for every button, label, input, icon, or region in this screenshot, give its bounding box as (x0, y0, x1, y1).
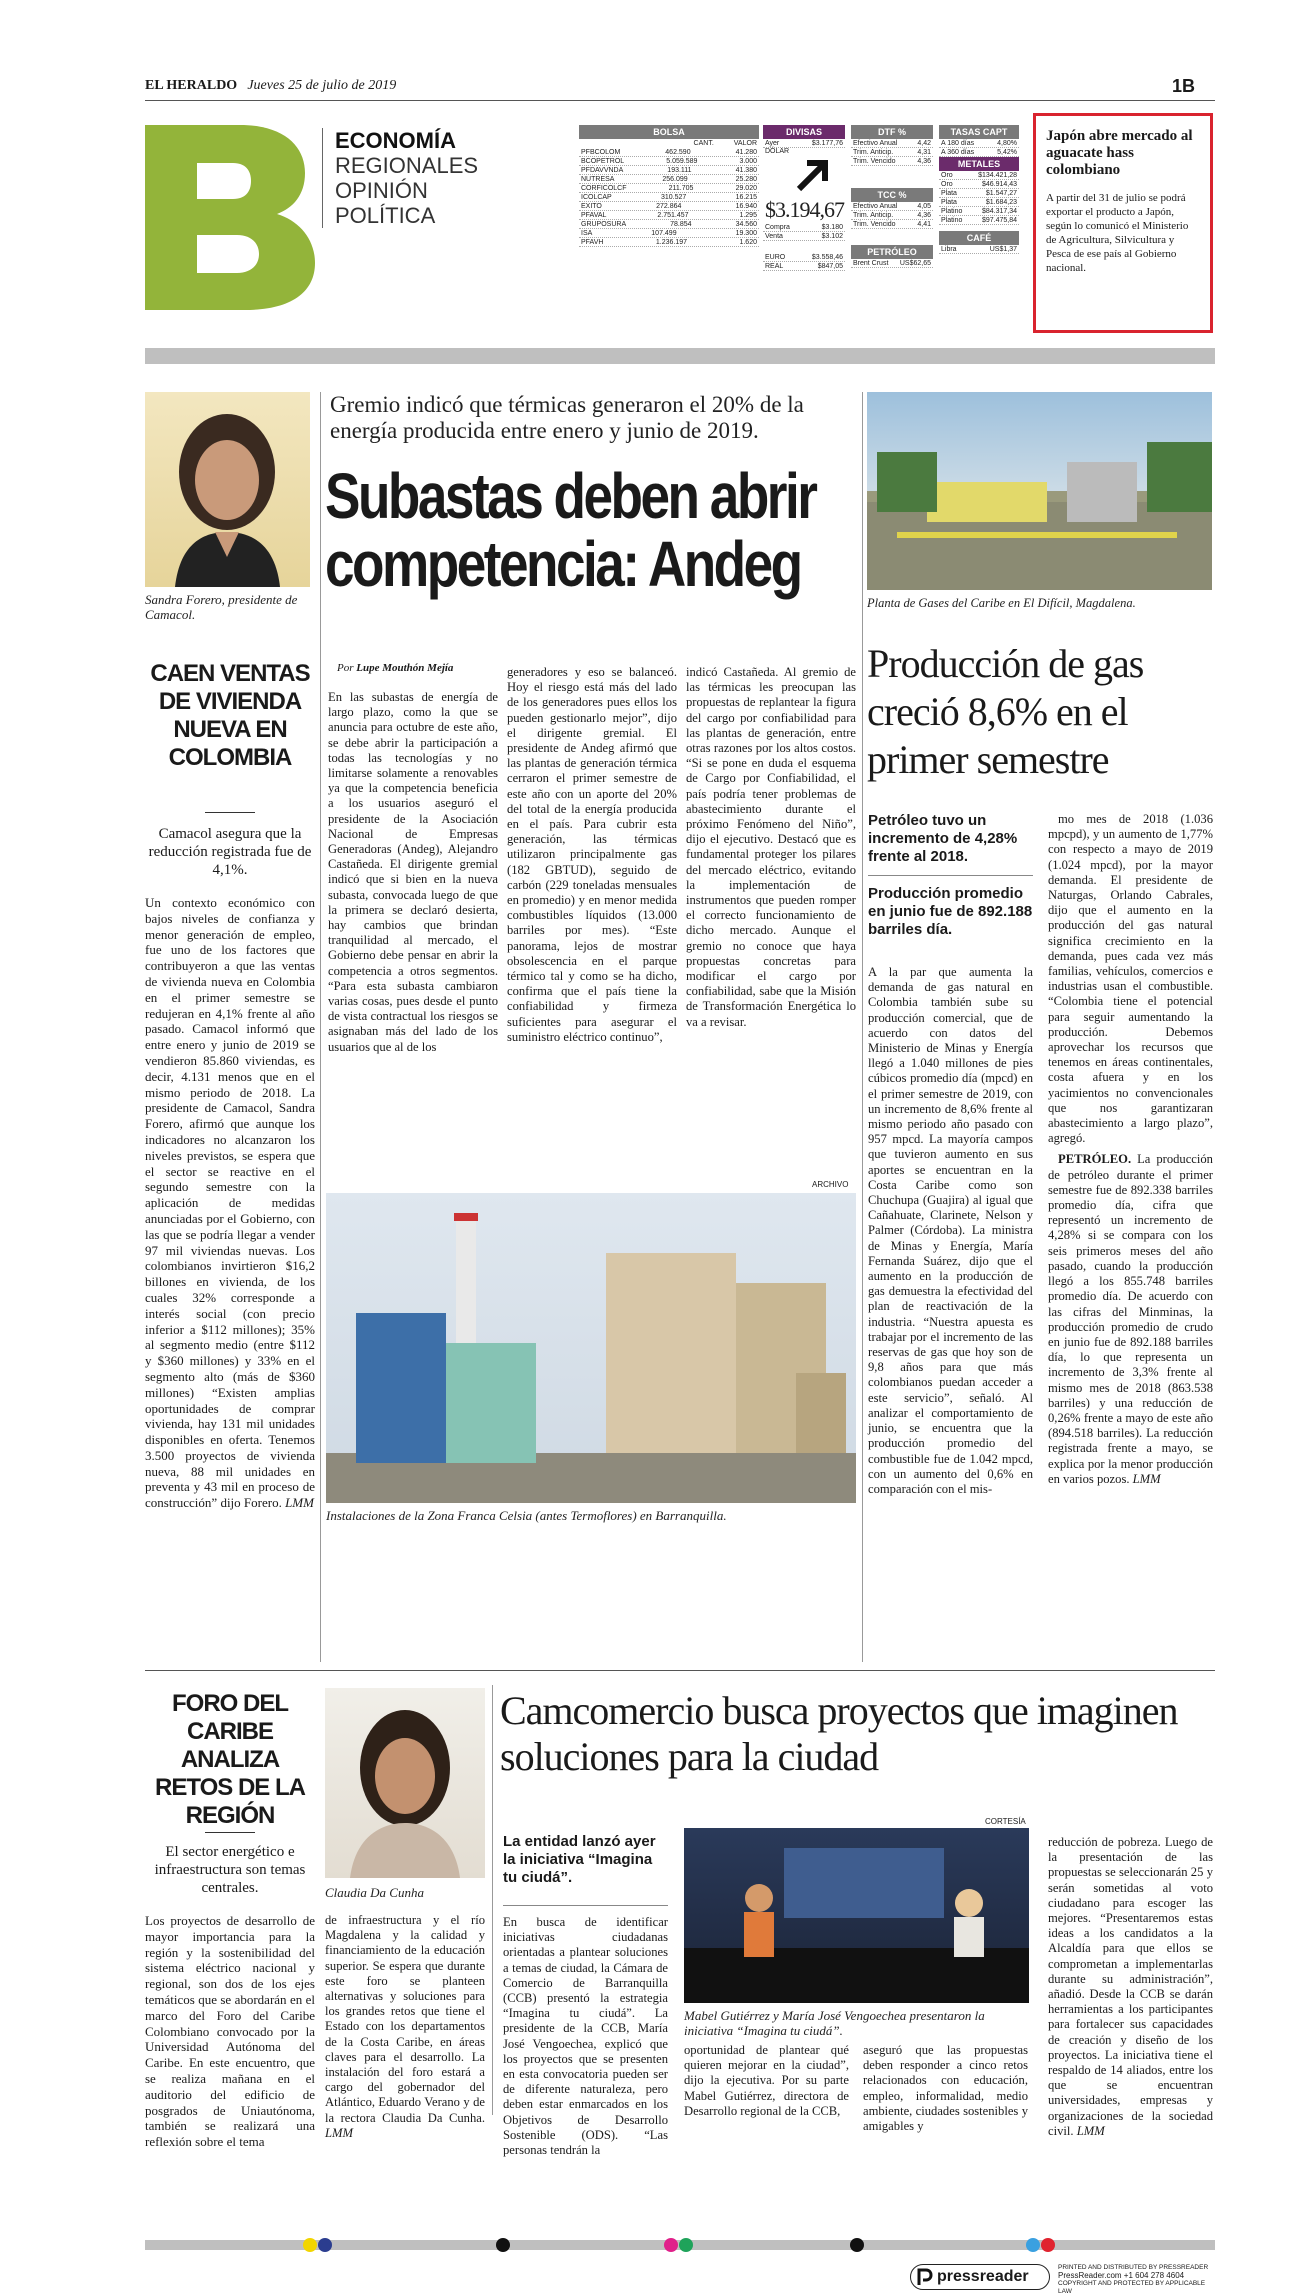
paper-name: EL HERALDO (145, 78, 238, 93)
bolsa-row-cell: 1.236.197 (655, 239, 688, 246)
foro-col-2 (325, 1913, 485, 2140)
bolsa-row (579, 202, 759, 211)
gas-col-2 (1048, 812, 1213, 1662)
metales-row-cell: $84.317,34 (981, 208, 1017, 215)
cafe-title: CAFÉ (939, 231, 1019, 245)
bolsa-row-cell: PFDAVVNDA (581, 167, 624, 174)
bolsa-row-cell: 34.560 (735, 221, 757, 228)
brief-body: A partir del 31 de julio se podrá exportar el producto a Japón, según lo comunicó el Ministerio de Agricultura, Silvicultura y Pesca de ese país al Gobierno nacional. (1046, 192, 1189, 274)
issue-date: Jueves 25 de julio de 2019 (247, 78, 397, 93)
metales-row (939, 171, 1019, 180)
gas-plant-photo (867, 392, 1212, 590)
trm-value: $3.194,67 (765, 197, 844, 222)
tasas-row (939, 148, 1019, 157)
real-value: $847,05 (817, 263, 843, 270)
gas-col-1: A la par que aumenta la demanda de gas natural en Colombia también sube su producción comercial, que de acuerdo con datos del Ministerio de Minas y Energía llegó a 1.040 millones de pies cúbicos promedio día (mpcd) en el primer semestre de 2019, con un incremento de 8,6% frente al mismo periodo año pasado con 957 mpcd. La mayoría campos que tuvieron aumento en sus aportes se encuentran en la Costa Caribe como son Chuchupa (Guajira) al igual que Cañahuate, Clarinete, Nelson y Palmer (Córdoba). La ministra de Minas y Energía, María Fernanda Suárez, dijo que el aumento en la producción de gas demuestra la efectividad del plan de reactivación de la industria. “Nuestra apuesta es trabajar por el incremento de las reservas de gas que hoy son de 9,8 años para que más colombianos puedan acceder a este servicio”, señaló. Al analizar el comportamiento de junio, se encuentra que la producción promedio del combustible fue de 1.042 mpcd, con un aumento del 0,6% en comparación con el mis- (868, 965, 1033, 1496)
credits-line-2: PressReader.com +1 604 278 4604 (1058, 2271, 1185, 2280)
bolsa-col-valor: VALOR (733, 140, 757, 147)
metales-row-cell: Oro (941, 172, 953, 179)
tcc-row (851, 202, 933, 211)
termoflores-photo (326, 1193, 856, 1503)
tcc-value: 4,05 (917, 203, 931, 210)
bolsa-row (579, 220, 759, 229)
dtf-label: Trim. Vencido (853, 158, 896, 165)
bolsa-row-cell: 462.590 (665, 149, 691, 156)
foro-rule (205, 1832, 255, 1833)
bolsa-row-cell: 310.527 (661, 194, 687, 201)
brief-title: Japón abre mercado al aguacate hass colombiano (1046, 128, 1193, 178)
bolsa-table (579, 125, 759, 247)
bolsa-row-cell: ISA (581, 230, 593, 237)
divisas-compra (763, 223, 845, 232)
camcomercio-caption: Mabel Gutiérrez y María José Vengoechea presentaron la iniciativa “Imagina tu ciudá”. (684, 2008, 985, 2038)
andeg-col-2: generadores y eso se balanceó. Hoy el riesgo está más del lado de los generadores pues ellos los pueden gestionarlo mejor”, dijo el dirigente gremial. El presidente de Andeg afirmó que las plantas de generación térmica cerraron el primer semestre de este año con un aporte del 20% del total de la energía producida en el país. Para cubrir esta generación, las térmicas utilizaron principalmente gas (182 GBTUD), seguido de carbón (229 toneladas mensuales en promedio) y en menor medida combustibles líquidos (13.000 barriles por mes). “Este panorama, lejos de mostrar obsolescencia en el parque térmico tal y como se ha dicho, confirma que el país tiene la confiabilidad y firmeza suficientes para asegurar el suministro eléctrico continuo”, (507, 665, 677, 1044)
dolar-label: DÓLAR (765, 148, 790, 155)
metales-row-cell: Platino (941, 217, 963, 224)
bolsa-row-cell: 211.705 (668, 185, 694, 192)
camacol-deck: Camacol asegura que la reducción registrada fue de 4,1%. (148, 826, 312, 878)
section-opinion: OPINIÓN (335, 178, 428, 203)
bolsa-row (579, 166, 759, 175)
tasas-label: A 180 días (941, 140, 975, 147)
bolsa-row-cell: 16.215 (735, 194, 757, 201)
ayer-value: $3.177,76 (811, 140, 843, 147)
cafe-value: US$1,37 (989, 246, 1017, 253)
byline-prefix: Por (337, 662, 354, 674)
camcomercio-col-2: oportunidad de plantear qué quieren mejorar en la ciudad”, dijo la ejecutiva. Por su parte Mabel Gutiérrez, directora de Desarrollo regional de la CCB, (684, 2043, 849, 2118)
gas-sign: LMM (1132, 1471, 1161, 1486)
dtf-row (851, 148, 933, 157)
section-rule (145, 1670, 1215, 1671)
sandra-forero-caption: Sandra Forero, presidente de Camacol. (145, 592, 298, 622)
bolsa-row-cell: 1.295 (739, 212, 757, 219)
termoflores-caption: Instalaciones de la Zona Franca Celsia (antes Termoflores) en Barranquilla. (326, 1508, 727, 1523)
divisas-title: DIVISAS (763, 125, 845, 139)
camcomercio-deck-rule (503, 1905, 668, 1906)
masthead (145, 78, 1195, 100)
tasas-title: TASAS CAPT (939, 125, 1019, 139)
bolsa-row-cell: 78.854 (670, 221, 692, 228)
venta-label: Venta (765, 233, 783, 240)
section-list (322, 128, 497, 228)
andeg-col-1: En las subastas de energía de largo plazo, como la que se anuncia para octubre de este año, se debe abrir la participación a todas las tecnologías y no limitarse solamente a renovables ya que la competencia beneficia a los usuarios aseguró el presidente de la Asociación Nacional de Empresas Generadoras (Andeg), Alejandro Castañeda. El dirigente gremial indicó que si bien en la nueva subasta, convocada luego de que la primera se declaró desierta, hay cambios que brindan tranquilidad al mercado, el Gobierno debe pensar en abrir la competencia a otros segmentos. “Para esta subasta cambiaron varias cosas, pues desde el punto de vista contractual los riesgos se asignaban más del lado de los usuarios que al de los (328, 690, 498, 1054)
bolsa-header (579, 139, 759, 148)
bolsa-row-cell: GRUPOSURA (581, 221, 627, 228)
cafe-label: Libra (941, 246, 957, 253)
camcomercio-headline: Camcomercio busca proyectos que imaginen soluciones para la ciudad (500, 1688, 1178, 1779)
gas-headline: Producción de gas creció 8,6% en el primer semestre (867, 641, 1144, 782)
dtf-value: 4,31 (917, 149, 931, 156)
bolsa-row (579, 238, 759, 247)
column-rule (862, 392, 863, 1662)
euro-label: EURO (765, 254, 786, 261)
pressreader-brand: pressreader (937, 2268, 1029, 2285)
venta-value: $3.102 (821, 233, 843, 240)
pressreader-logo[interactable] (910, 2264, 1050, 2290)
bolsa-row-cell: 29.020 (735, 185, 757, 192)
bolsa-row-cell: 1.620 (739, 239, 757, 246)
metales-rows (939, 171, 1019, 225)
market-indicators (570, 125, 1020, 310)
camcomercio-col-1: En busca de identificar iniciativas ciudadanas orientadas a plantear soluciones a temas de ciudad, la Cámara de Comercio de Barranquilla (CCB) presentó la estrategia “Imagina tu ciudá”. La presidente de la CCB, María José Vengoechea, explicó que los proyectos que se presenten en esta convocatoria pueden ser de diferente naturaleza, pero deben estar enmarcados en los Objetivos de Desarrollo Sostenible (ODS). “Las personas tendrán la (503, 1915, 668, 2158)
foro-deck: El sector energético e infraestructura son temas centrales. (154, 1844, 306, 1896)
metales-row (939, 189, 1019, 198)
bolsa-row (579, 229, 759, 238)
bolsa-row-cell: PFAVAL (581, 212, 607, 219)
portrait-illustration (145, 392, 310, 587)
bolsa-row-cell: NUTRESA (581, 176, 615, 183)
foro-headline: FORO DEL CARIBE ANALIZA RETOS DE LA REGIÓN (155, 1690, 305, 1829)
andeg-photo-credit: ARCHIVO (812, 1180, 849, 1189)
metales-row (939, 216, 1019, 225)
euro-value: $3.558,46 (811, 254, 843, 261)
metales-row-cell: Platino (941, 208, 963, 215)
tasas-row (939, 139, 1019, 148)
divisas-venta (763, 232, 845, 241)
metales-row-cell: $1.684,23 (985, 199, 1017, 206)
metales-row-cell: $1.547,27 (985, 190, 1017, 197)
dtf-row (851, 139, 933, 148)
column-rule (320, 392, 321, 1662)
tasas-box (939, 125, 1019, 254)
metales-row-cell: $97.475,84 (981, 217, 1017, 224)
bolsa-row (579, 211, 759, 220)
bolsa-row-cell: BCOPETROL (581, 158, 625, 165)
metales-row-cell: $46.914,43 (981, 181, 1017, 188)
metales-row (939, 207, 1019, 216)
andeg-byline (337, 662, 453, 674)
pressreader-credits (1058, 2264, 1210, 2296)
dtf-value: 4,42 (917, 140, 931, 147)
gas-plant-illustration (867, 392, 1212, 590)
tasas-value: 5,42% (997, 149, 1017, 156)
bolsa-row-cell: 41.280 (735, 149, 757, 156)
bolsa-rows (579, 148, 759, 247)
camacol-headline: CAEN VENTAS DE VIVIENDA NUEVA EN COLOMBIA (150, 660, 310, 771)
tcc-label: Trim. Anticip. (853, 212, 894, 219)
camcomercio-photo (684, 1828, 1029, 2003)
foro-col-1: Los proyectos de desarrollo de mayor importancia para la región y la sostenibilidad del sistema eléctrico nacional y regional, son dos de los ejes temáticos que se abordarán en el marco del Foro del Caribe Colombiano convocado por la Universidad Autónoma del Caribe. En este encuentro, que se realiza mañana en el auditorio del edificio de posgrados de Uniautónoma, también se realizará una reflexión sobre el tema (145, 1913, 315, 2150)
camcomercio-col-4 (1048, 1835, 1213, 2138)
andeg-col-3: indicó Castañeda. Al gremio de las térmicas les preocupan las propuestas de replantear la figura del cargo por confiabilidad para las plantas de generación, entre otras razones por los altos costos. “Si se pone en duda el esquema de Cargo por Confiabilidad, el país podría tener problemas de abastecimiento durante el próximo Fenómeno del Niño”, dijo el ejecutivo. Destacó que es fundamental proteger los pilares del mercado eléctrico, evitando la implementación de instrumentos que pueden romper el correcto funcionamiento de dicho mercado. Aunque el gremio no conoce que haya propuestas concretas para modificar el cargo por confiabilidad, sabe que la Misión de Transformación Energética lo va a revisar. (686, 665, 856, 1029)
claudia-da-cunha-photo (325, 1688, 485, 1878)
bolsa-row-cell: ICOLCAP (581, 194, 612, 201)
masthead-rule (145, 100, 1215, 101)
registration-marks (145, 2234, 1215, 2256)
bolsa-row-cell: PFAVH (581, 239, 604, 246)
page-number: 1B (1171, 76, 1195, 96)
tcc-value: 4,36 (917, 212, 931, 219)
tasas-value: 4,80% (997, 140, 1017, 147)
tcc-label: Efectivo Anual (853, 203, 898, 210)
divisas-euro (763, 253, 845, 262)
gas-deck-2: Producción promedio en junio fue de 892.188 barriles día. (868, 885, 1033, 938)
dtf-label: Efectivo Anual (853, 140, 898, 147)
metales-row (939, 198, 1019, 207)
bolsa-row-cell: 19.300 (735, 230, 757, 237)
camcomercio-col-3: aseguró que las propuestas deben responder a cinco retos relacionados con educación, empleo, informalidad, medio ambiente, ciudades sostenibles y amigables y (863, 2043, 1028, 2134)
bolsa-title: BOLSA (579, 125, 759, 139)
metales-row (939, 180, 1019, 189)
dtf-row (851, 157, 933, 166)
compra-label: Compra (765, 224, 790, 231)
gas-deck-rule (868, 875, 1033, 876)
tcc-row (851, 211, 933, 220)
section-b-logo (145, 125, 315, 310)
gas-petroleo-lead: PETRÓLEO. (1058, 1152, 1132, 1167)
bolsa-row-cell: 3.000 (739, 158, 757, 165)
camacol-body-text: Un contexto económico con bajos niveles de confianza y menor generación de empleo, fue uno de los factores que contribuyeron a que las ventas de vivienda nueva en Colombia en el primer semestre se redujeran en 4,1% frente al año pasado. Camacol informó que entre enero y junio de 2019 se vendieron 85.860 viviendas, es decir, 4.131 menos que en el mismo periodo de 2018. La presidente de Camacol, Sandra Forero, afirmó que aunque los indicadores no alcanzaron los niveles previstos, se espera que el sector se reactive en el segundo semestre con la aplicación de medidas anunciadas por el Gobierno, con las que se podría llegar a vender 97 mil viviendas nuevas. Los colombianos invirtieron $16,2 billones en vivienda, de los cuales 32% corresponde a interés social (con precio inferior a $112 millones); 35% al segmento medio (entre $112 y $360 millones) y 33% en el segmento alto (más de $360 millones) “Existen amplias oportunidades de comprar vivienda, hay 131 mil unidades disponibles en oferta. Tenemos 3.500 proyectos de vivienda nueva, 88 mil unidades en preventa y 43 mil en proceso de construcción” dijo Forero. (145, 895, 315, 1511)
bolsa-row (579, 175, 759, 184)
bolsa-row-cell: 193.111 (667, 167, 692, 174)
camcomercio-sign: LMM (1076, 2123, 1105, 2138)
camcomercio-photo-credit: CORTESÍA (985, 1817, 1026, 1826)
pressreader-footer (910, 2262, 1210, 2295)
arrow-up-icon (793, 155, 833, 195)
bolsa-row-cell: CORFICOLCF (581, 185, 627, 192)
bolsa-row (579, 157, 759, 166)
metales-row-cell: Plata (941, 199, 957, 206)
section-regionales: REGIONALES (335, 153, 479, 178)
bolsa-row-cell: 107.499 (651, 230, 677, 237)
bolsa-row-cell: 5.059.589 (666, 158, 698, 165)
gas-col-2-text: mo mes de 2018 (1.036 mpcpd), y un aumento de 1,77% con respecto a mayo de 2019 (1.024 mpcd), por la mayor demanda. El presidente de Naturgas, Orlando Cabrales, dijo que el aumento en la producción del gas natural significa crecimiento en la demanda, pues cada vez más familias, vehículos, comercios e industrias usan el combustible. “Colombia tiene el potencial para seguir aumentando la producción. Debemos aprovechar los recursos que tenemos en áreas continentales, costa afuera y en los yacimientos no convencionales que nos garantizaran abastecimiento a largo plazo”, agregó. (1048, 812, 1213, 1146)
andeg-headline: Subastas deben abrir competencia: Andeg (325, 460, 816, 600)
brent-value: US$62,65 (899, 260, 931, 267)
bolsa-row-cell: 41.380 (735, 167, 757, 174)
credits-line-3: COPYRIGHT AND PROTECTED BY APPLICABLE LAW (1058, 2280, 1206, 2295)
cafe-row (939, 245, 1019, 254)
section-politica: POLÍTICA (335, 203, 436, 228)
camcomercio-col-4-text: reducción de pobreza. Luego de la presentación de las propuestas se seleccionarán 25 y serán sometidas al voto ciudadano para escoger las mejores. “Presentaremos estas ideas a los candidatos a la Alcaldía para que ellos se comprometan a implementarlas durante su administración”, añadió. Desde la CCB se darán herramientas a los participantes para fortalecer sus capacidades de creación y diseño de los proyectos. La iniciativa tiene el respaldo de 14 aliados, entre los que se encuentran universidades, empresas y organizaciones de la sociedad civil. (1048, 1835, 1213, 2138)
rates-box (851, 125, 933, 268)
sandra-forero-photo (145, 392, 310, 587)
camacol-rule (205, 812, 255, 813)
bolsa-row (579, 148, 759, 157)
bolsa-row (579, 193, 759, 202)
divisas-real (763, 262, 845, 271)
bolsa-row-cell: PFBCOLOM (581, 149, 621, 156)
brief-japon (1033, 113, 1213, 333)
divisas-ayer (763, 139, 845, 148)
gas-col-2b-text: La producción de petróleo durante el primer semestre fue de 892.338 barriles promedio día, cifra que representó un incremento de 4,28% si se compara con los seis primeros meses del año pasado, cuando la producción llegó a los 855.748 barriles promedio día. De acuerdo con las cifras del Minminas, la producción promedio de crudo en junio fue de 892.188 barriles día, lo que representa un incremento de 3,3% frente al mismo mes de 2018 (863.538 barriles) y una reducción de 0,26% frente a mayo de este año (894.518 barriles). La reducción registrada frente a mayo, se explica por la menor producción en varios pozos. (1048, 1152, 1213, 1486)
bolsa-row-cell: 25.280 (735, 176, 757, 183)
byline-author: Lupe Mouthón Mejía (356, 662, 454, 674)
bolsa-row-cell: 2.751.457 (657, 212, 689, 219)
camacol-body (145, 895, 315, 1665)
dtf-value: 4,36 (917, 158, 931, 165)
tcc-label: Trim. Vencido (853, 221, 896, 228)
column-rule (492, 1685, 493, 2115)
metales-row-cell: Plata (941, 190, 957, 197)
tcc-title: TCC % (851, 188, 933, 202)
metales-row-cell: $134.421,28 (978, 172, 1017, 179)
section-divider (145, 348, 1215, 364)
tcc-value: 4,41 (917, 221, 931, 228)
foro-sign: LMM (325, 2125, 353, 2140)
tasas-label: A 360 días (941, 149, 975, 156)
credits-line-1: PRINTED AND DISTRIBUTED BY PRESSREADER (1058, 2264, 1209, 2271)
brent-label: Brent Crust (853, 260, 889, 267)
ayer-label: Ayer (765, 140, 780, 147)
bolsa-row-cell: 16.940 (735, 203, 757, 210)
portrait-illustration (325, 1688, 485, 1878)
foro-col-2-text: de infraestructura y el río Magdalena y la calidad y financiamiento de la educación superior. Se espera que durante este foro se planteen alternativas y soluciones para los grandes retos que tiene el Estado con los departamentos de la Costa Caribe, en áreas claves para el desarrollo. La instalación del foro estará a cargo del gobernador del Atlántico, Eduardo Verano y de la rectora Claudia Da Cunha. (325, 1913, 485, 2125)
petroleo-title: PETRÓLEO (851, 245, 933, 259)
bolsa-col-cant: CANT. (693, 140, 714, 147)
power-plant-illustration (326, 1193, 856, 1503)
andeg-kicker: Gremio indicó que térmicas generaron el 20% de la energía producida entre enero y junio de 2019. (330, 392, 804, 443)
section-economia: ECONOMÍA (335, 128, 456, 153)
camacol-sign: LMM (285, 1495, 314, 1511)
bolsa-row-cell: EXITO (581, 203, 602, 210)
compra-value: $3.180 (821, 224, 843, 231)
claudia-da-cunha-caption: Claudia Da Cunha (325, 1885, 424, 1900)
bolsa-row-cell: 256.099 (662, 176, 688, 183)
petroleo-row (851, 259, 933, 268)
bolsa-row-cell: 272.864 (656, 203, 682, 210)
gas-plant-caption: Planta de Gases del Caribe en El Difícil, Magdalena. (867, 596, 1136, 610)
tcc-row (851, 220, 933, 229)
metales-title: METALES (939, 157, 1019, 171)
pressreader-icon (917, 2268, 933, 2286)
event-stage-illustration (684, 1828, 1029, 2003)
metales-row-cell: Oro (941, 181, 953, 188)
dtf-label: Trim. Anticip. (853, 149, 894, 156)
gas-deck-1: Petróleo tuvo un incremento de 4,28% frente al 2018. (868, 812, 1018, 865)
camcomercio-deck: La entidad lanzó ayer la iniciativa “Imagina tu ciudá”. (503, 1833, 656, 1886)
divisas-box (763, 125, 845, 271)
dtf-title: DTF % (851, 125, 933, 139)
real-label: REAL (765, 263, 784, 270)
bolsa-row (579, 184, 759, 193)
